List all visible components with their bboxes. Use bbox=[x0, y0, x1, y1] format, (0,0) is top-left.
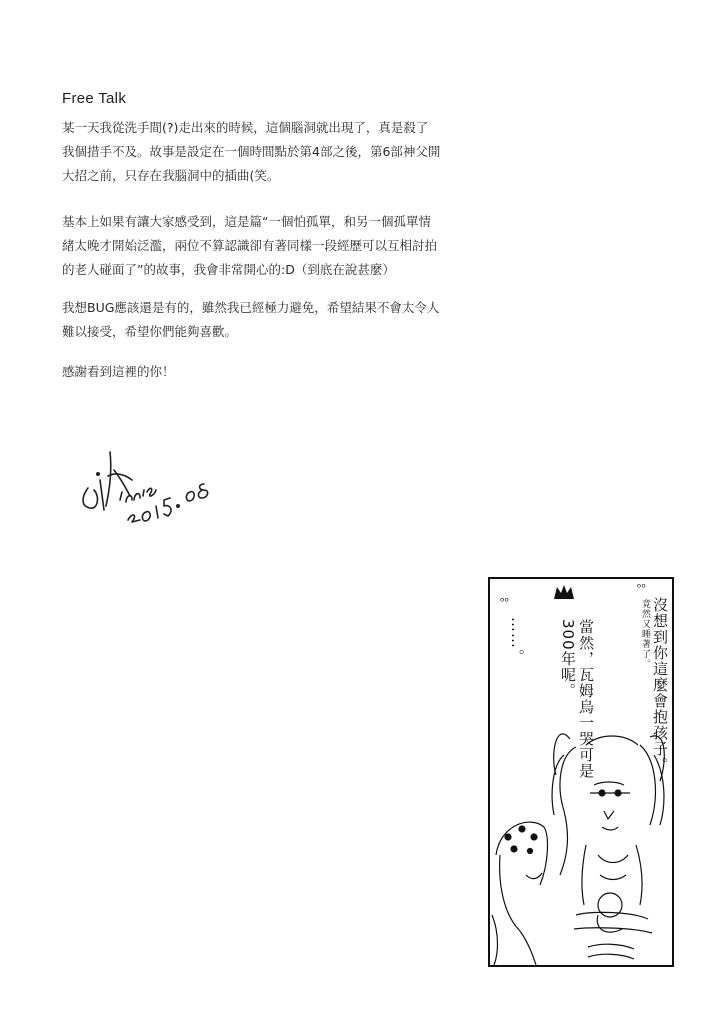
text-line: 我想BUG應該還是有的，雖然我已經極力避免，希望結果不會太令人 bbox=[62, 300, 440, 315]
text-line: 難以接受，希望你們能夠喜歡。 bbox=[62, 324, 238, 339]
crown-mark-icon bbox=[552, 583, 576, 603]
comic-panel bbox=[488, 577, 674, 967]
text-line: 感謝看到這裡的你！ bbox=[62, 364, 175, 379]
page-heading: Free Talk bbox=[62, 90, 127, 107]
text-line: 基本上如果有讓大家感受到，這是篇“一個怕孤單，和另一個孤單情 bbox=[62, 214, 431, 229]
paragraph-3 bbox=[62, 296, 462, 344]
signature-image bbox=[70, 440, 220, 530]
text-line: 緒太晚才開始泛濫，兩位不算認識卻有著同樣一段經歷可以互相討拍 bbox=[62, 238, 438, 253]
text-line: 大招之前，只存在我腦洞中的插曲(笑。 bbox=[62, 168, 280, 183]
text-line: 的老人碰面了”的故事，我會非常開心的:D（到底在說甚麼） bbox=[62, 262, 395, 277]
sweat-symbol: ᵒᵒ bbox=[500, 595, 510, 608]
speech-text: 當然，瓦姆烏一哭可是 bbox=[577, 619, 595, 779]
paragraph-4 bbox=[62, 360, 462, 384]
paragraph-2 bbox=[62, 210, 462, 282]
text-line: 某一天我從洗手間(?)走出來的時候，這個腦洞就出現了，真是殺了 bbox=[62, 120, 429, 135]
speech-small-text: 竟然又睡著了。 bbox=[640, 599, 650, 669]
speech-text: 300年呢。 bbox=[559, 619, 577, 699]
comic-illustration bbox=[490, 715, 672, 965]
text-line: 我個措手不及。故事是設定在一個時間點於第4部之後，第6部神父開 bbox=[62, 144, 441, 159]
paragraph-1 bbox=[62, 116, 462, 188]
sweat-symbol: ᵒᵒ bbox=[636, 581, 646, 594]
speech-text: 沒想到你這麼會抱孩子。 bbox=[651, 597, 669, 773]
speech-text: ……。 bbox=[508, 617, 526, 665]
